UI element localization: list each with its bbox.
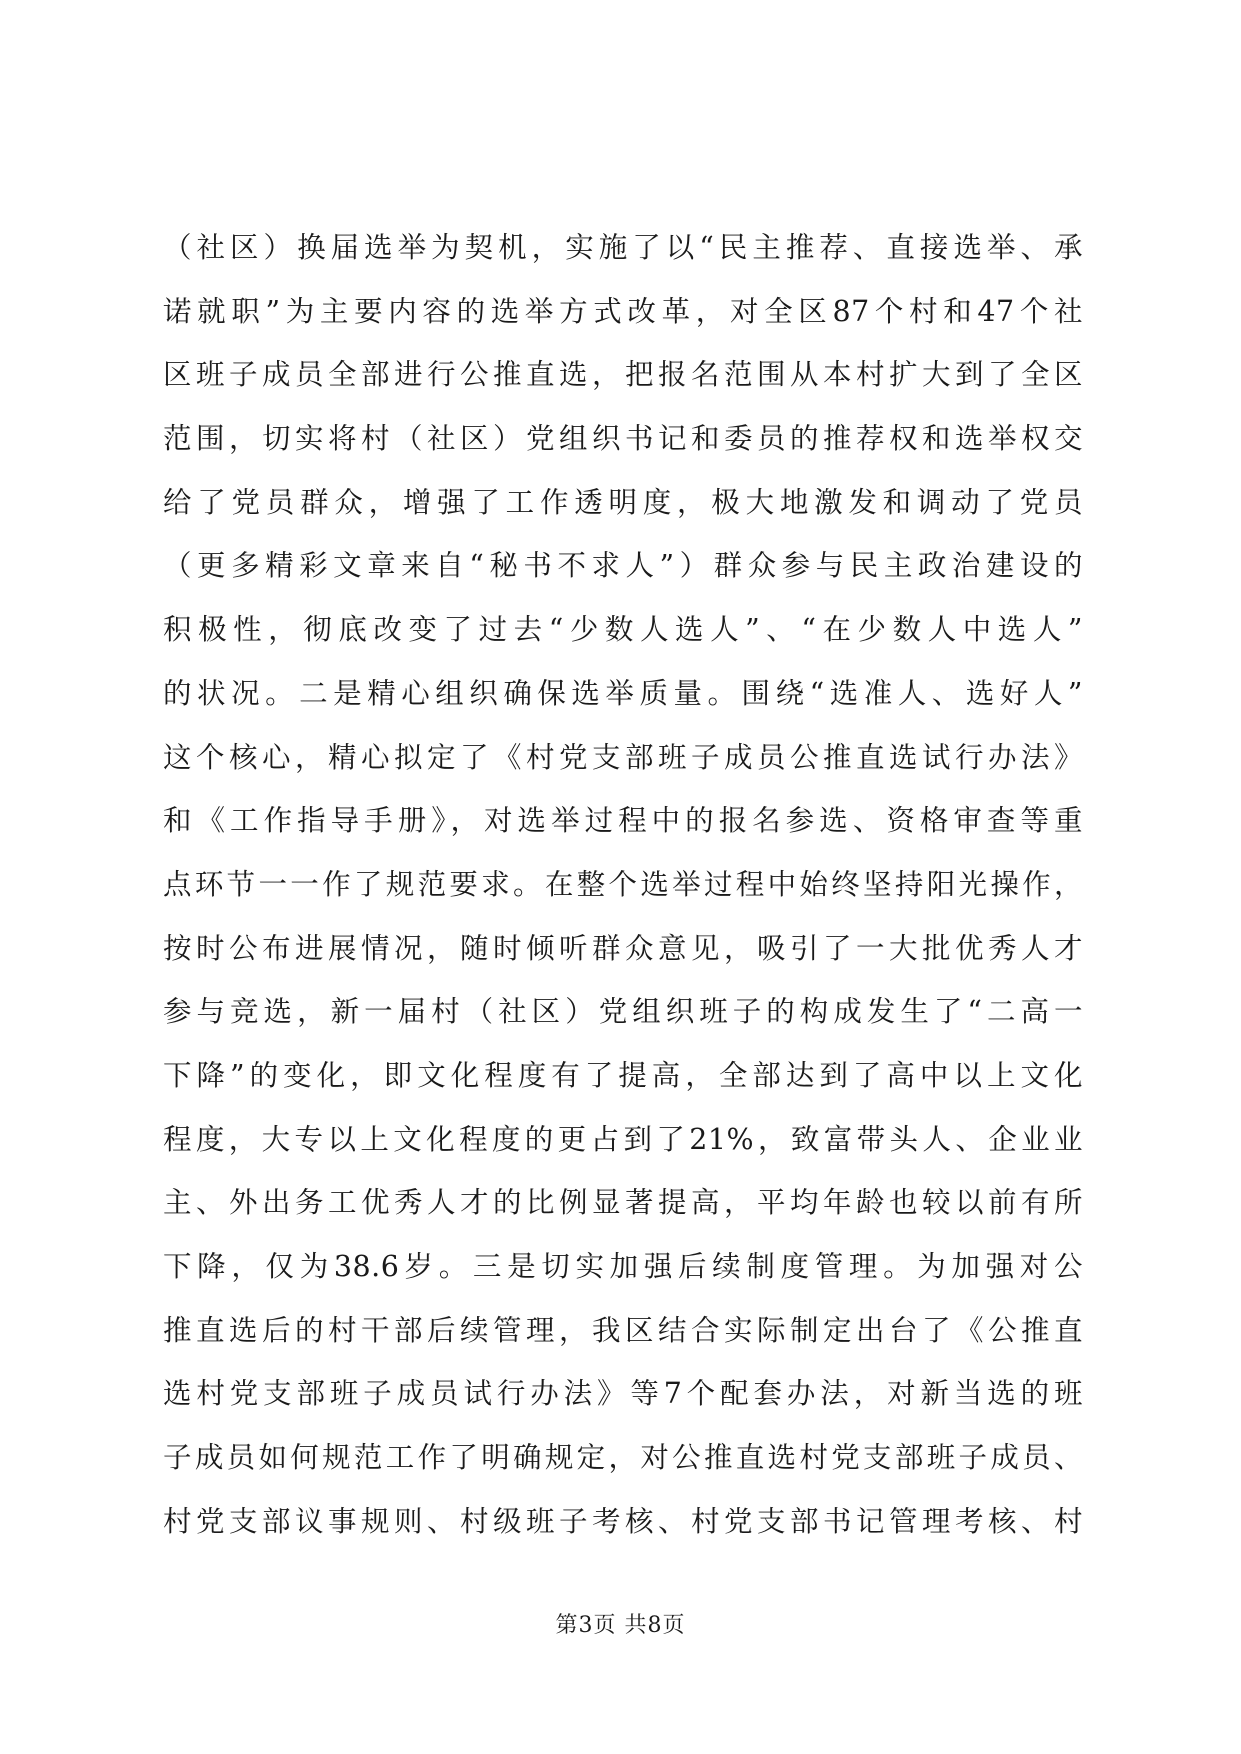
page-number-footer: 第3页 共8页 — [555, 1613, 686, 1638]
text-line: 下降，仅为38.6岁。三是切实加强后续制度管理。为加强对公 — [163, 1250, 1083, 1283]
text-line: 诺就职”为主要内容的选举方式改革，对全区87个村和47个社 — [163, 294, 1083, 328]
body-text — [163, 228, 1083, 1565]
text-line: 参与竞选，新一届村（社区）党组织班子的构成发生了“二高一 — [163, 995, 1083, 1029]
text-line: （更多精彩文章来自“秘书不求人”）群众参与民主政治建设的 — [163, 549, 1083, 583]
text-line: （社区）换届选举为契机，实施了以“民主推荐、直接选举、承 — [163, 231, 1083, 264]
text-line: 和《工作指导手册》，对选举过程中的报名参选、资格审查等重 — [163, 804, 1083, 838]
text-line: 这个核心，精心拟定了《村党支部班子成员公推直选试行办法》 — [163, 740, 1083, 774]
text-line: 点环节一一作了规范要求。在整个选举过程中始终坚持阳光操作， — [163, 867, 1083, 901]
text-line: 主、外出务工优秀人才的比例显著提高，平均年龄也较以前有所 — [163, 1186, 1083, 1220]
text-line: 范围，切实将村（社区）党组织书记和委员的推荐权和选举权交 — [163, 422, 1083, 456]
text-line: 按时公布进展情况，随时倾听群众意见，吸引了一大批优秀人才 — [163, 931, 1083, 965]
text-line: 下降”的变化，即文化程度有了提高，全部达到了高中以上文化 — [163, 1058, 1083, 1092]
text-line: 区班子成员全部进行公推直选，把报名范围从本村扩大到了全区 — [163, 358, 1083, 392]
text-line: 程度，大专以上文化程度的更占到了21%，致富带头人、企业业 — [163, 1122, 1083, 1156]
text-line: 推直选后的村干部后续管理，我区结合实际制定出台了《公推直 — [163, 1313, 1083, 1347]
text-line: 子成员如何规范工作了明确规定，对公推直选村党支部班子成员、 — [163, 1441, 1083, 1475]
text-line: 积极性，彻底改变了过去“少数人选人”、“在少数人中选人” — [163, 613, 1083, 647]
text-line: 给了党员群众，增强了工作透明度，极大地激发和调动了党员 — [163, 485, 1083, 519]
text-line: 村党支部议事规则、村级班子考核、村党支部书记管理考核、村 — [163, 1504, 1083, 1538]
text-line: 的状况。二是精心组织确保选举质量。围绕“选准人、选好人” — [163, 676, 1083, 710]
text-line: 选村党支部班子成员试行办法》等7个配套办法，对新当选的班 — [163, 1377, 1083, 1411]
